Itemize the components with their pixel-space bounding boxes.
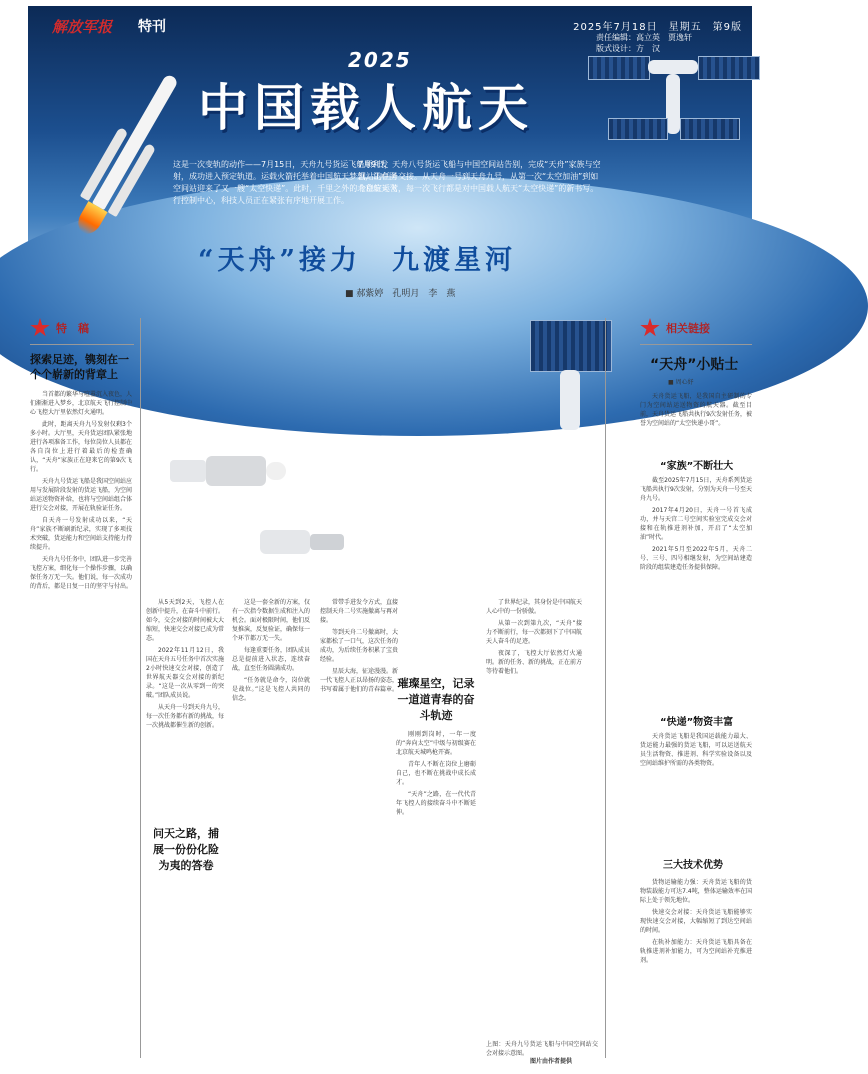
tips-title: “天舟”小贴士 xyxy=(650,357,739,373)
byline: ■ 郝紫婷 孔明月 李 燕 xyxy=(345,289,456,299)
paragraph: 星辰大海，征途漫漫。新一代飞控人正以昂扬的姿态，书写着属于他们的青春篇章。 xyxy=(320,668,399,693)
tips-subheading: 三大技术优势 xyxy=(663,860,723,871)
tips-body xyxy=(640,476,752,696)
spacecraft-illustration xyxy=(170,430,290,510)
paragraph: 在轨补加能力：天舟货运飞船具备在轨推进剂补加能力，可为空间站补充推进剂。 xyxy=(640,939,752,964)
paragraph: 2022年11月12日，我国在天舟五号任务中首次实施2小时快速交会对接，创造了世界航天器交会对接的新纪录。“这是一次从零到一的突破。”团队成员说。 xyxy=(146,647,225,699)
article-column xyxy=(320,598,398,1058)
divider xyxy=(30,344,134,345)
tips-intro xyxy=(640,392,752,446)
paragraph: 天舟九号货运飞船是我国空间站应用与发展阶段发射的货运飞船，为空间站运送物资补给，也将与空间站组合体进行交会对接，开展在轨验证任务。 xyxy=(30,478,133,512)
spacecraft-illustration xyxy=(260,510,350,570)
year-label: 2025 xyxy=(348,48,412,72)
paragraph: 每逢重要任务，团队成员总是提前进入状态，连续奋战，直至任务圆满成功。 xyxy=(232,647,311,672)
article-title: 探索足迹，镌刻在一个个崭新的背章上 xyxy=(30,353,129,381)
section-feature xyxy=(30,318,89,338)
section-tag-links: 相关链接 xyxy=(666,322,710,335)
article-column xyxy=(396,730,476,1060)
column-divider xyxy=(605,318,606,1058)
paper-logo: 解放军报 xyxy=(52,18,113,36)
paragraph: 从第一次到第九次，“天舟”接力不断前行，每一次都刻下了中国航天人奋斗的足迹。 xyxy=(486,620,583,645)
banner-note-right: 7月9日，天舟八号货运飞船与中国空间站告别，完成“天舟”家族与空间站的任务交接。从天舟一号到天舟九号，从第一次“太空加油”到如今稳定运营，每一次飞行都是对中国载人航天“太空快递”的新书写。 xyxy=(358,160,601,193)
tips-subheading: “家族”不断壮大 xyxy=(660,461,734,472)
paragraph: 快速交会对接：天舟货运飞船能够实现快速交会对接，大幅缩短了到达空间站的时间。 xyxy=(640,909,752,934)
star-icon xyxy=(30,318,50,338)
paragraph: 当首都的繁华与喧嚣沉入夜色，人们渐渐进入梦乡，北京航天飞行控制中心飞控大厅里依然灯火通明。 xyxy=(30,391,133,416)
paragraph: 2021年5月至2022年5月，天舟二号、三号、四号相继发射，为空间站建造阶段的组装建造任务提供保障。 xyxy=(640,546,752,571)
paragraph: 截至2025年7月15日，天舟系列货运飞船共执行9次发射，分别为天舟一号至天舟九号。 xyxy=(640,477,752,502)
header-banner xyxy=(28,6,752,284)
article-title: 璀璨星空，记录一道道青春的奋斗轨迹 xyxy=(397,677,475,722)
designer-line: 版式设计：方 汉 xyxy=(596,44,660,53)
main-title: 中国载人航天 xyxy=(198,78,534,137)
article-body xyxy=(30,390,132,1030)
paragraph: 等到天舟二号撤离时，大家都松了一口气，这次任务的成功，为后续任务积累了宝贵经验。 xyxy=(320,629,399,663)
section-tag-feature: 特 稿 xyxy=(56,322,89,335)
date-line: 2025年7月18日 星期五 第9版 xyxy=(573,22,742,33)
star-icon xyxy=(640,318,660,338)
paragraph: 这是一套全新的方案，仅有一次指令数据生成和注入的机会。面对极限时间，他们反复推演，反复验证，确保每一个环节都万无一失。 xyxy=(232,599,311,642)
paragraph: 天舟货运飞船是我国运载能力最大、货运能力最强的货运飞船，可以运送航天员生活物资、推进剂、科学实验设备以及空间站维护所需的各类物资。 xyxy=(640,733,752,767)
tips-author: ■ 周心妤 xyxy=(668,379,694,386)
space-station-illustration xyxy=(588,46,758,166)
tips-body xyxy=(640,878,752,1058)
paragraph: 自天舟一号发射成功以来，“天舟”家族不断刷新纪录，实现了多项技术突破，货运能力和空间站支持能力持续提升。 xyxy=(30,517,133,551)
divider xyxy=(640,344,752,345)
paragraph: 从天舟一号到天舟九号，每一次任务都有新的挑战，每一次挑战都催生新的创新。 xyxy=(146,704,225,729)
paragraph: 从5天到2天，飞控人在创新中提升，在奋斗中前行。如今，交会对接的时间被大大缩短，快速交会对接已成为常态。 xyxy=(146,599,225,642)
left-column xyxy=(30,352,132,1030)
banner-note-left: 这是一次变轨的动作——7月15日，天舟九号货运飞船顺利发射，成功进入预定轨道。运载火箭托举着中国航天梦想，让中国空间站迎来了又一艘“太空快递”。此时，千里之外的北京航天飞行控制中心，科技人员正在紧张有序地开展工作。 xyxy=(173,160,398,205)
paragraph: 青年人不断在岗位上磨砺自己，也不断在挑战中成长成才。 xyxy=(396,761,476,786)
article-column xyxy=(232,598,310,1058)
section-links xyxy=(640,318,710,338)
article-column xyxy=(486,598,582,1038)
subtitle: “天舟”接力 九渡星河 xyxy=(198,245,517,276)
image-caption: 上图：天舟九号货运飞船与中国空间站交会对接示意图。 xyxy=(486,1041,598,1057)
paragraph: 天舟九号任务中，团队进一步完善飞控方案，细化每一个操作步骤，以确保任务万无一失。他们说，每一次成功的背后，都是日复一日的坚守与付出。 xyxy=(30,556,133,590)
photo-credit: 图片由作者提供 xyxy=(530,1058,573,1065)
paragraph: 货物运输能力强：天舟货运飞船的货物装载能力可达7.4吨，整体运输效率在国际上处于领先地位。 xyxy=(640,879,752,904)
article-title: 问天之路，捕展一份份化险为夷的答卷 xyxy=(153,827,219,872)
editor-line: 责任编辑：高立英 贾逸轩 xyxy=(596,33,692,42)
paragraph: “天舟”之路，在一代代青年飞控人的接续奋斗中不断延伸。 xyxy=(396,791,476,816)
paragraph: “任务就是命令，岗位就是战位。”这是飞控人共同的信念。 xyxy=(232,677,310,702)
paragraph: 2017年4月20日，天舟一号首飞成功，并与天宫二号空间实验室完成交会对接和在轨推进剂补加，开启了“太空加油”时代。 xyxy=(640,507,752,541)
paragraph: 夜深了，飞控大厅依然灯火通明。新的任务、新的挑战，正在前方等待着他们。 xyxy=(486,650,583,675)
tips-body xyxy=(640,732,752,832)
column-divider xyxy=(140,318,141,1058)
paragraph: 天舟货运飞船，是我国自主研制的专门为空间站运送物资的航天器。截至目前，天舟货运飞船共执行9次发射任务，被誉为空间站的“太空快递小哥”。 xyxy=(640,393,752,427)
paragraph: 刚刚到岗时，一年一度的“奔向太空”中级与初级赛在北京航天城鸣枪开赛。 xyxy=(396,731,476,756)
paragraph: 了世界纪录，其身份是中国航天人心中的一份骄傲。 xyxy=(486,599,583,615)
special-label: 特刊 xyxy=(138,19,166,35)
paragraph: 此时，距离天舟九号发射仅剩3个多小时。大厅里，天舟货运团队紧张地进行各项准备工作，每位岗位人员都在各自岗位上进行着最后的检查确认，“天舟”家族正在迎来它的第9次飞行。 xyxy=(30,421,133,473)
tips-subheading: “快递”物资丰富 xyxy=(660,717,734,728)
paragraph: 常带手进发令方式，直接控制天舟二号实施撤离与再对接。 xyxy=(320,599,399,624)
